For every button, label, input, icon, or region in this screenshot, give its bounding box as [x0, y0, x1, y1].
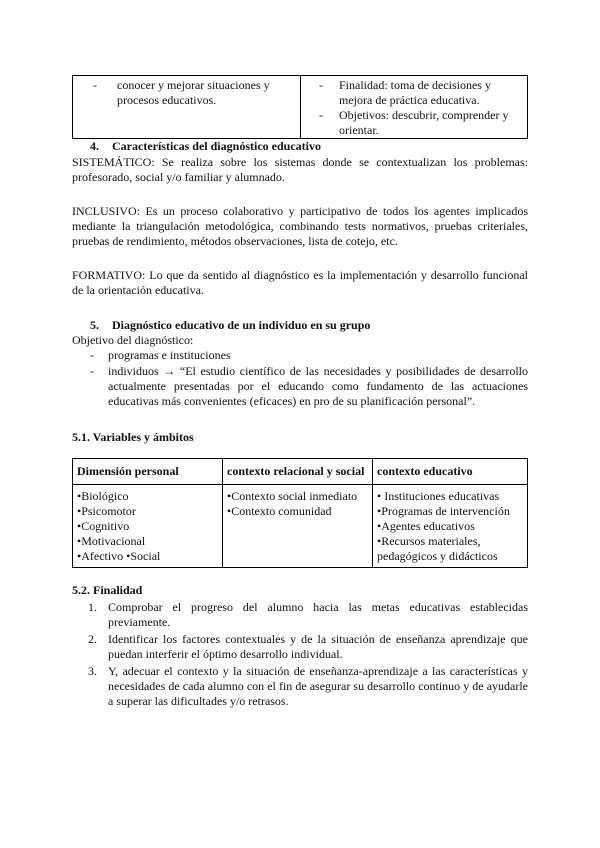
section-number: 4. — [90, 139, 99, 153]
list-item — [72, 632, 528, 662]
item-number: 2. — [88, 632, 97, 646]
paragraph-sistematico — [72, 155, 528, 185]
column-header: contexto relacional y social — [223, 459, 373, 485]
list-item: •Programas de intervención — [377, 504, 510, 518]
paragraph-text: SISTEMÁTICO: Se realiza sobre los sistemas donde se contextualizan los problemas: profesorado, social y/o familiar y alumnado. — [72, 155, 528, 184]
cell-list — [377, 489, 523, 564]
table-cell-personal — [73, 485, 223, 568]
list-item: - individuos → “El estudio científico de las necesidades y posibilidades de desarrollo actualmente presentadas por el educando como fundamento de las actuaciones educativas más convenientes (eficaces) en pro de su planificación personal”. — [90, 364, 528, 408]
top-table-row — [73, 76, 528, 139]
list-item: •Psicomotor — [77, 504, 136, 518]
objective-label — [72, 333, 528, 348]
list-item: •Recursos materiales, pedagógicos y didácticos — [377, 534, 498, 563]
list-item — [72, 664, 528, 709]
list-item: •Cognitivo — [77, 519, 130, 533]
list-item — [72, 600, 528, 630]
list-item: - Objetivos: descubrir, comprender y orientar. — [307, 108, 521, 138]
list-item: •Contexto comunidad — [227, 504, 332, 518]
section-5-heading — [90, 318, 370, 333]
section-title: Diagnóstico educativo de un individuo en su grupo — [112, 318, 371, 332]
list-item: - conocer y mejorar situaciones y procesos educativos. — [79, 78, 294, 108]
list-item-text: Identificar los factores contextuales y de la situación de enseñanza aprendizaje que puedan interferir el óptimo desarrollo individual. — [108, 632, 528, 661]
list-item: - programas e instituciones — [90, 348, 231, 362]
section-title: Características del diagnóstico educativo — [112, 139, 321, 153]
section-4-heading — [90, 139, 321, 154]
list-item-text: programas e instituciones — [108, 348, 231, 362]
section-number: 5. — [90, 318, 99, 332]
list-item: •Afectivo •Social — [77, 549, 161, 563]
section-5-1-heading: 5.1. Variables y ámbitos — [72, 430, 194, 444]
paragraph-inclusivo — [72, 204, 528, 249]
list-item: •Contexto social inmediato — [227, 489, 358, 503]
top-right-list — [307, 78, 521, 138]
variables-table — [72, 458, 528, 568]
list-item: •Agentes educativos — [377, 519, 475, 533]
list-item: - Finalidad: toma de decisiones y mejora de práctica educativa. — [307, 78, 521, 108]
paragraph-text: INCLUSIVO: Es un proceso colaborativo y participativo de todos los agentes implicados mediante la triangulación metodológica, combinando tests normativos, pruebas criteriales, pruebas de rendimiento, métodos observaciones, lista de cotejo, etc. — [72, 204, 528, 248]
section-5-2-heading: 5.2. Finalidad — [72, 583, 143, 597]
column-header: contexto educativo — [373, 459, 528, 485]
paragraph-formativo — [72, 268, 528, 298]
item-number: 3. — [88, 664, 97, 678]
top-table-right-cell — [301, 76, 528, 139]
item-number: 1. — [88, 600, 97, 614]
table-cell-educativo — [373, 485, 528, 568]
cell-list — [77, 489, 218, 564]
list-item: •Biológico — [77, 489, 129, 503]
top-table — [72, 75, 528, 139]
objective-list — [72, 348, 528, 409]
list-item: • Instituciones educativas — [377, 489, 500, 503]
top-left-list — [79, 78, 294, 108]
top-table-left-cell — [73, 76, 301, 139]
cell-list — [227, 489, 368, 519]
table-row — [73, 485, 528, 568]
paragraph-text: FORMATIVO: Lo que da sentido al diagnóstico es la implementación y desarrollo funcional de la orientación educativa. — [72, 268, 528, 297]
table-header-row — [73, 459, 528, 485]
list-item-text: individuos → “El estudio científico de las necesidades y posibilidades de desarrollo actualmente presentadas por el educando como fundamento de las actuaciones educativas más convenientes (eficaces) en pro de su planificación personal”. — [108, 364, 528, 408]
list-item-text: Comprobar el progreso del alumno hacia las metas educativas establecidas previamente. — [108, 600, 528, 629]
list-item-text: Y, adecuar el contexto y la situación de enseñanza-aprendizaje a las características y necesidades de cada alumno con el fin de asegurar su desarrollo continuo y de ayudarle a superar las dificultades y/o retrasos. — [108, 664, 528, 708]
list-item: •Motivacional — [77, 534, 146, 548]
paragraph-text: Objetivo del diagnóstico: — [72, 333, 194, 347]
finalidad-list — [72, 600, 528, 711]
table-cell-relacional — [223, 485, 373, 568]
column-header: Dimensión personal — [73, 459, 223, 485]
